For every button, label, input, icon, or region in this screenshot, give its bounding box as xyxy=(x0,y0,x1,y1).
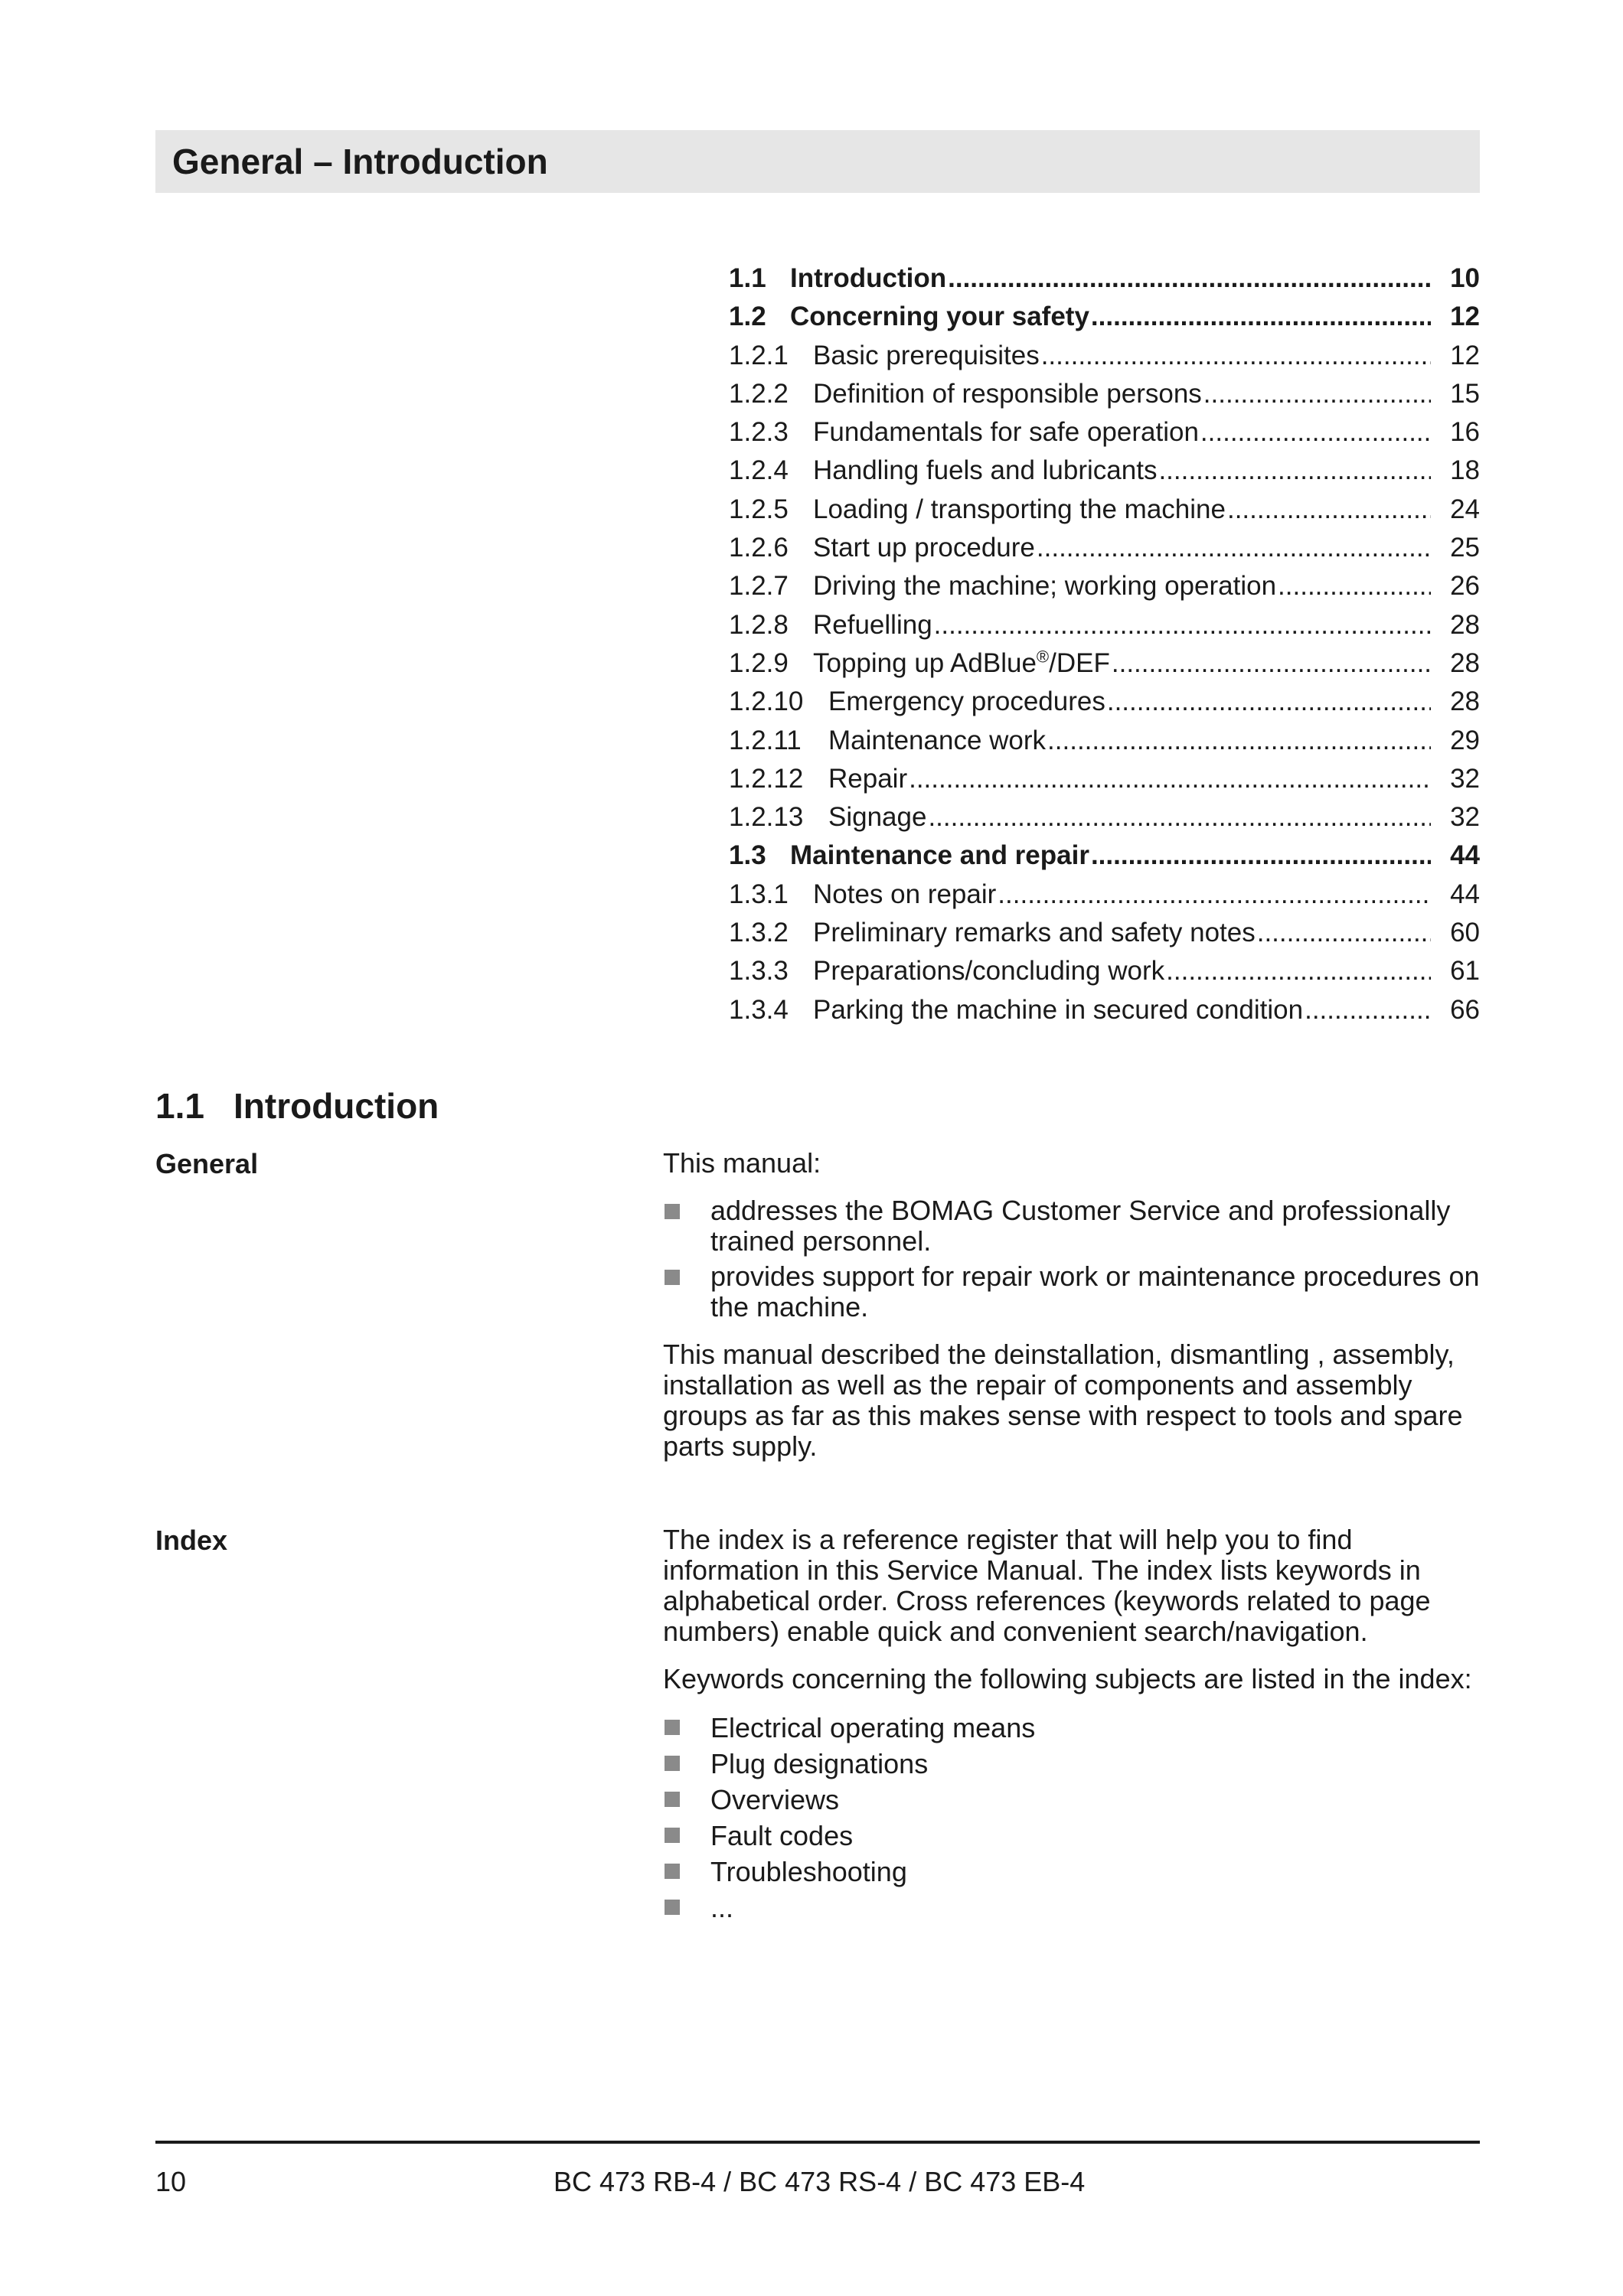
toc-entry-title: Preparations/concluding work xyxy=(813,956,1165,987)
toc-entry-page: 15 xyxy=(1450,378,1480,409)
toc-entry-number: 1.2.8 xyxy=(729,609,789,640)
toc-entry-number: 1.2.4 xyxy=(729,455,789,486)
general-body: This manual described the deinstallation, dismantling , assembly, installation as well as the repair of components and assembly groups as far as this makes sense with respect to tools and spare parts supply. xyxy=(663,1339,1463,1462)
index-bullet-list xyxy=(663,1710,1482,1926)
toc-entry-title: Basic prerequisites xyxy=(813,340,1040,370)
toc-entry-number: 1.2.1 xyxy=(729,340,789,370)
footer-page-number: 10 xyxy=(155,2166,187,2197)
toc-entry-number: 1.2.3 xyxy=(729,417,789,448)
toc-entry-page: 10 xyxy=(1450,263,1480,293)
toc-entry-title: Start up procedure xyxy=(813,533,1035,563)
toc-dot-leader xyxy=(1278,567,1431,605)
toc-entry-title: Notes on repair xyxy=(813,879,997,909)
toc-entry-page: 44 xyxy=(1450,879,1480,909)
toc-entry-page: 16 xyxy=(1450,417,1480,448)
toc-entry[interactable] xyxy=(729,298,1480,336)
section-title: Introduction xyxy=(233,1086,439,1126)
toc-dot-leader xyxy=(1305,991,1431,1029)
toc-entry-page: 12 xyxy=(1450,340,1480,370)
list-item: Fault codes xyxy=(663,1818,1482,1854)
toc-entry-number: 1.1 xyxy=(729,263,766,293)
toc-entry-title: Signage xyxy=(828,802,927,833)
toc-entry[interactable] xyxy=(729,452,1480,490)
toc-entry[interactable] xyxy=(729,491,1480,529)
square-bullet-icon xyxy=(665,1828,680,1843)
toc-entry[interactable] xyxy=(729,413,1480,452)
toc-entry-page: 24 xyxy=(1450,494,1480,524)
toc-entry-title: Repair xyxy=(828,763,908,794)
list-item: Electrical operating means xyxy=(663,1710,1482,1746)
toc-entry-title: Preliminary remarks and safety notes xyxy=(813,918,1256,948)
toc-entry[interactable] xyxy=(729,337,1480,375)
toc-entry[interactable] xyxy=(729,529,1480,567)
toc-entry-page: 60 xyxy=(1450,918,1480,948)
toc-entry-page: 29 xyxy=(1450,725,1480,755)
toc-entry-page: 32 xyxy=(1450,763,1480,794)
toc-entry-page: 28 xyxy=(1450,647,1480,678)
toc-entry[interactable] xyxy=(729,606,1480,644)
general-bullet-list xyxy=(663,1195,1482,1322)
toc-entry[interactable] xyxy=(729,952,1480,990)
toc-entry-page: 12 xyxy=(1450,302,1480,332)
toc-entry-number: 1.2.7 xyxy=(729,571,789,602)
toc-entry[interactable] xyxy=(729,644,1480,683)
index-body: The index is a reference register that will help you to find information in this Service Manual. The index lists keywords in alphabetical order. Cross references (keywords related to page numbers) enable quick and convenient search/navigation. xyxy=(663,1524,1431,1647)
toc-entry-number: 1.2.5 xyxy=(729,494,789,524)
toc-entry-number: 1.3.1 xyxy=(729,879,789,909)
toc-entry-page: 18 xyxy=(1450,455,1480,486)
toc-entry-title: Topping up AdBlue®/DEF xyxy=(813,647,1110,678)
square-bullet-icon xyxy=(665,1204,680,1219)
toc-entry-number: 1.3.2 xyxy=(729,918,789,948)
toc-entry-page: 66 xyxy=(1450,994,1480,1025)
toc-dot-leader xyxy=(1158,452,1431,490)
toc-dot-leader xyxy=(1166,952,1431,990)
general-label: General xyxy=(155,1148,259,1179)
toc-entry-number: 1.3 xyxy=(729,840,766,871)
registered-mark: ® xyxy=(1036,647,1050,667)
toc-entry[interactable] xyxy=(729,683,1480,721)
square-bullet-icon xyxy=(665,1864,680,1879)
footer-divider xyxy=(155,2141,1480,2144)
chapter-header-band xyxy=(155,130,1480,193)
toc-entry[interactable] xyxy=(729,567,1480,605)
toc-entry-number: 1.2.13 xyxy=(729,802,804,833)
toc-dot-leader xyxy=(1037,529,1431,567)
list-item: ... xyxy=(663,1890,1482,1926)
list-item: provides support for repair work or maintenance procedures on the machine. xyxy=(663,1261,1482,1322)
toc-entry-number: 1.2.2 xyxy=(729,378,789,409)
index-content xyxy=(663,1525,1482,1926)
list-item: addresses the BOMAG Customer Service and professionally trained personnel. xyxy=(663,1195,1482,1257)
toc-entry-number: 1.2.12 xyxy=(729,763,804,794)
toc-entry-page: 28 xyxy=(1450,609,1480,640)
toc-entry-number: 1.2.10 xyxy=(729,687,804,717)
toc-dot-leader xyxy=(1203,375,1431,413)
toc-dot-leader xyxy=(1227,491,1431,529)
toc-entry-number: 1.2 xyxy=(729,302,766,332)
toc-entry-title: Concerning your safety xyxy=(790,302,1089,332)
toc-entry-page: 28 xyxy=(1450,687,1480,717)
toc-dot-leader xyxy=(1112,644,1431,683)
list-item: Overviews xyxy=(663,1782,1482,1818)
toc-entry-number: 1.2.6 xyxy=(729,533,789,563)
index-intro: Keywords concerning the following subjects are listed in the index: xyxy=(663,1663,1472,1694)
footer-model-line: BC 473 RB-4 / BC 473 RS-4 / BC 473 EB-4 xyxy=(554,2166,1086,2197)
square-bullet-icon xyxy=(665,1756,680,1771)
toc-dot-leader xyxy=(934,606,1431,644)
toc-dot-leader xyxy=(928,798,1431,837)
toc-entry[interactable] xyxy=(729,837,1480,875)
toc-entry-title: Loading / transporting the machine xyxy=(813,494,1226,524)
toc-dot-leader xyxy=(1091,837,1431,875)
general-intro: This manual: xyxy=(663,1147,821,1179)
toc-entry-page: 32 xyxy=(1450,802,1480,833)
toc-dot-leader xyxy=(948,259,1431,298)
toc-entry[interactable] xyxy=(729,760,1480,798)
toc-entry[interactable] xyxy=(729,876,1480,914)
square-bullet-icon xyxy=(665,1792,680,1807)
toc-entry-title: Parking the machine in secured condition xyxy=(813,994,1304,1025)
toc-entry-title: Definition of responsible persons xyxy=(813,378,1202,409)
square-bullet-icon xyxy=(665,1270,680,1285)
toc-entry-page: 44 xyxy=(1450,840,1480,871)
toc-entry-title: Maintenance work xyxy=(828,725,1047,755)
toc-entry-page: 61 xyxy=(1450,956,1480,987)
list-item: Plug designations xyxy=(663,1746,1482,1782)
toc-entry[interactable] xyxy=(729,375,1480,413)
toc-entry[interactable] xyxy=(729,991,1480,1029)
toc-entry-title: Maintenance and repair xyxy=(790,840,1089,871)
toc-dot-leader xyxy=(1047,722,1431,760)
toc-entry-title: Introduction xyxy=(790,263,947,293)
square-bullet-icon xyxy=(665,1720,680,1735)
toc-entry-title: Refuelling xyxy=(813,609,932,640)
toc-dot-leader xyxy=(909,760,1431,798)
toc-dot-leader xyxy=(1091,298,1431,336)
toc-entry[interactable] xyxy=(729,259,1480,298)
list-item: Troubleshooting xyxy=(663,1854,1482,1890)
toc-entry[interactable] xyxy=(729,914,1480,952)
toc-entry-title: Emergency procedures xyxy=(828,687,1105,717)
table-of-contents xyxy=(729,259,1480,1029)
toc-entry-number: 1.2.11 xyxy=(729,725,802,755)
toc-dot-leader xyxy=(1041,337,1431,375)
toc-entry-number: 1.2.9 xyxy=(729,647,789,678)
toc-entry-title: Fundamentals for safe operation xyxy=(813,417,1199,448)
toc-dot-leader xyxy=(1107,683,1431,721)
toc-dot-leader xyxy=(998,876,1431,914)
chapter-title: General – Introduction xyxy=(172,142,548,181)
toc-entry-number: 1.3.3 xyxy=(729,956,789,987)
section-heading xyxy=(155,1085,439,1127)
square-bullet-icon xyxy=(665,1900,680,1915)
toc-entry[interactable] xyxy=(729,722,1480,760)
toc-entry-number: 1.3.4 xyxy=(729,994,789,1025)
toc-entry-title: Handling fuels and lubricants xyxy=(813,455,1158,486)
toc-entry-title: Driving the machine; working operation xyxy=(813,571,1277,602)
general-content xyxy=(663,1148,1482,1462)
toc-entry[interactable] xyxy=(729,798,1480,837)
toc-entry-page: 26 xyxy=(1450,571,1480,602)
section-number: 1.1 xyxy=(155,1086,204,1126)
toc-dot-leader xyxy=(1200,413,1431,452)
toc-entry-page: 25 xyxy=(1450,533,1480,563)
toc-dot-leader xyxy=(1257,914,1431,952)
index-label: Index xyxy=(155,1525,228,1556)
